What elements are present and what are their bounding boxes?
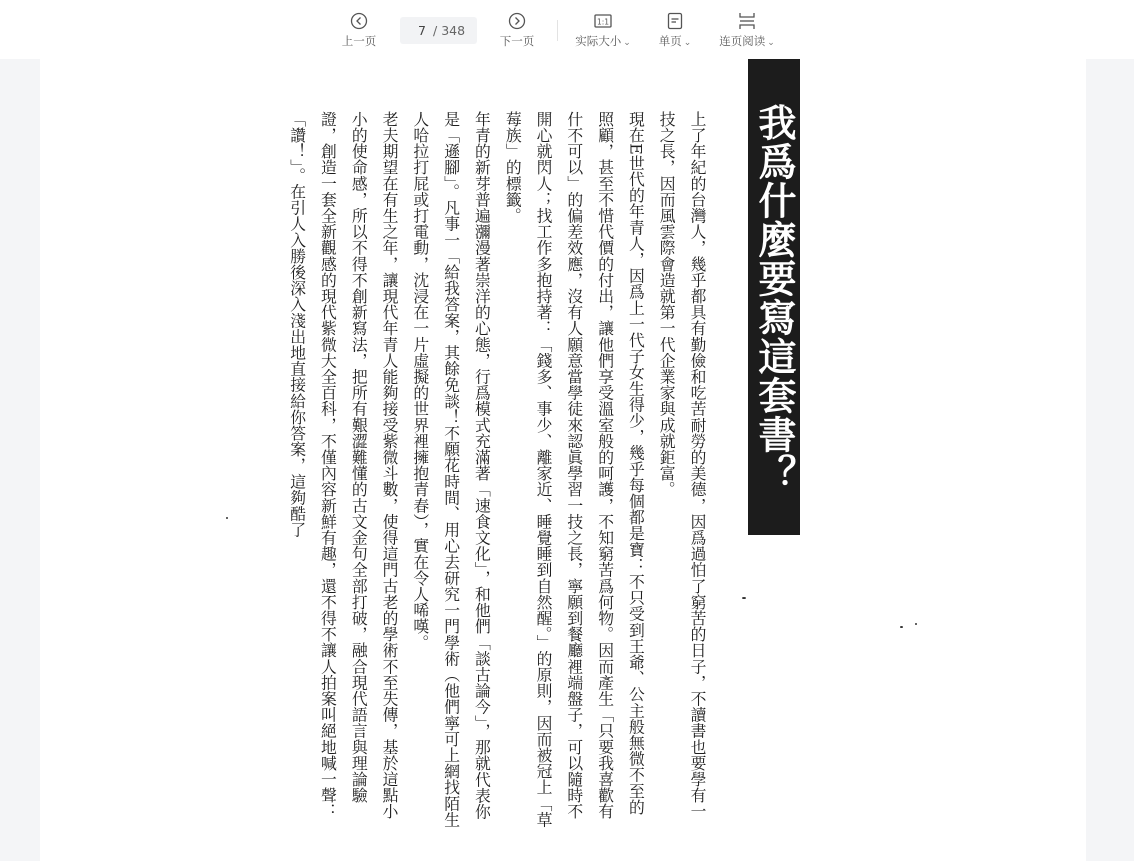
chevron-left-circle-icon — [350, 12, 368, 30]
chevron-right-circle-icon — [508, 12, 526, 30]
actual-size-menu — [575, 33, 631, 49]
single-page-icon — [666, 12, 684, 30]
reader-toolbar — [0, 0, 1134, 59]
actual-size-label: 实际大小 — [575, 34, 622, 48]
chevron-down-icon: ⌄ — [683, 38, 692, 48]
chevron-down-icon: ⌄ — [623, 38, 631, 48]
paragraph: 現在E世代的年青人，因爲上一代子女生得少，幾乎每個都是寶：不只受到王爺、公主般無微不至的照顧，甚至不惜代價的付出，讓他們享受溫室般的呵護，不知窮苦爲何物。因而產生「只要我喜歡有什不可以」的偏差效應，沒有人願意當學徒來認眞學習一技之長，寧願到餐廳裡端盤子，可以隨時不開心就閃人；找工作多抱持著：「錢多、事少、離家近、睡覺睡到自然醒。」的原則，因而被冠上「草莓族」的標籤。 — [503, 111, 646, 828]
single-page-button[interactable] — [655, 12, 695, 52]
paragraph: 年青的新芽普遍瀰漫著崇洋的心態，行爲模式充滿著「速食文化」，和他們「談古論今」，那就代表你是「遜腳」。凡事一「給我答案，其餘免談！不願花時間、用心去研究一門學術（他們寧可上網找陌生人哈拉打屁或打電動，沈浸在一片虛擬的世界裡擁抱青春），實在令人唏嘆。 — [410, 111, 492, 828]
page-indicator — [400, 17, 477, 44]
chevron-down-icon: ⌄ — [767, 38, 775, 48]
prev-page-label: 上一页 — [341, 34, 377, 48]
scan-speck — [900, 626, 903, 628]
prev-page-button[interactable] — [341, 12, 377, 52]
paragraph: 老夫期望在有生之年，讓現代年青人能夠接受紫微斗數，使得這門古老的學術不至失傳，基於這點小小的使命感，所以不得不創新寫法，把所有艱澀難懂的古文金句全部打破，融合現代語言與理論驗證，創造一套全新觀感的現代紫微大全百科，不僅內容新鮮有趣，還不得不讓人拍案叫絕地喊一聲：「讚！」。在引人入勝後深入淺出地直接給你答案，這夠酷了 — [287, 111, 400, 820]
page-number-input[interactable] — [400, 23, 426, 38]
paragraph: 上了年紀的台灣人，幾乎都具有勤儉和吃苦耐勞的美德，因爲過怕了窮苦的日子，不讀書也要學有一技之長，因而風雲際會造就第一代企業家與成就鉅富。 — [657, 111, 707, 820]
single-page-menu — [659, 33, 692, 49]
toolbar-divider — [557, 20, 558, 41]
chapter-body — [250, 111, 712, 831]
continuous-reading-menu — [719, 33, 775, 49]
continuous-reading-button[interactable] — [716, 12, 778, 52]
total-pages: 348 — [441, 23, 466, 38]
continuous-scroll-icon — [738, 12, 756, 30]
scan-speck — [742, 597, 746, 599]
scan-speck — [226, 517, 228, 519]
continuous-reading-label: 连页阅读 — [719, 34, 766, 48]
document-page — [40, 59, 1086, 861]
single-page-label: 单页 — [658, 34, 682, 48]
actual-size-icon — [594, 12, 612, 30]
actual-size-icon-text: 1:1 — [596, 17, 610, 27]
actual-size-button[interactable] — [572, 12, 634, 52]
scan-speck — [915, 623, 917, 625]
next-page-button[interactable] — [499, 12, 535, 52]
chapter-title: 我爲什麼要寫這套書？ — [748, 59, 800, 535]
next-page-label: 下一页 — [499, 34, 535, 48]
page-separator: / — [433, 23, 438, 38]
